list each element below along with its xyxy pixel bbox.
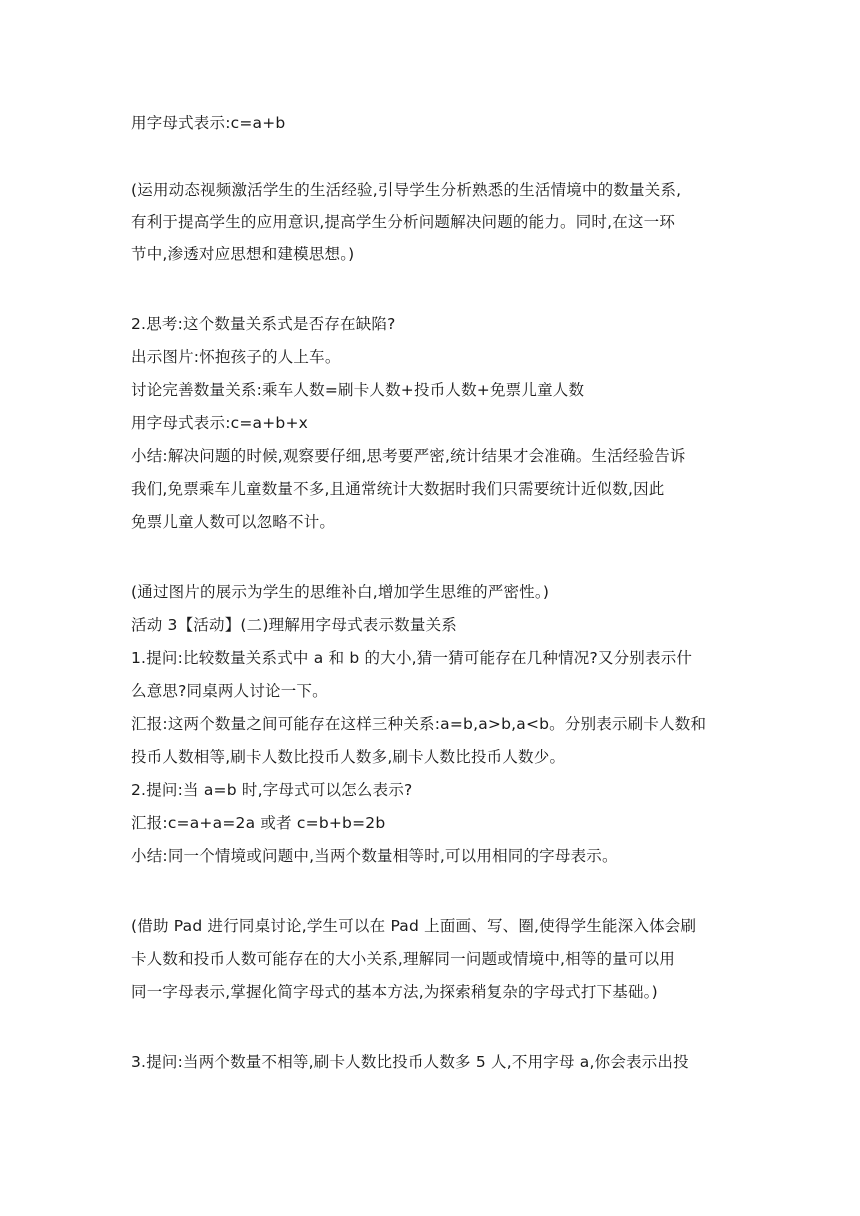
text-line: 1.提问:比较数量关系式中 a 和 b 的大小,猜一猜可能存在几种情况?又分别表示什 xyxy=(131,649,693,667)
text-line: 卡人数和投币人数可能存在的大小关系,理解同一问题或情境中,相等的量可以用 xyxy=(131,950,676,968)
text-line: 有利于提高学生的应用意识,提高学生分析问题解决问题的能力。同时,在这一环 xyxy=(131,213,676,231)
text-line: 2.思考:这个数量关系式是否存在缺陷? xyxy=(131,315,396,333)
text-line: 用字母式表示:c=a+b xyxy=(131,114,286,132)
text-line: 小结:同一个情境或问题中,当两个数量相等时,可以用相同的字母表示。 xyxy=(131,847,618,865)
text-line: 2.提问:当 a=b 时,字母式可以怎么表示? xyxy=(131,781,413,799)
text-line: (通过图片的展示为学生的思维补白,增加学生思维的严密性。) xyxy=(131,583,550,601)
text-line: (借助 Pad 进行同桌讨论,学生可以在 Pad 上面画、写、圈,使得学生能深入体会刷 xyxy=(131,917,697,935)
text-line: 我们,免票乘车儿童数量不多,且通常统计大数据时我们只需要统计近似数,因此 xyxy=(131,480,665,498)
text-line: 小结:解决问题的时候,观察要仔细,思考要严密,统计结果才会准确。生活经验告诉 xyxy=(131,447,686,465)
text-line: 汇报:c=a+a=2a 或者 c=b+b=2b xyxy=(131,814,386,832)
text-line: (运用动态视频激活学生的生活经验,引导学生分析熟悉的生活情境中的数量关系, xyxy=(131,181,682,199)
text-line: 用字母式表示:c=a+b+x xyxy=(131,414,309,432)
text-line: 同一字母表示,掌握化简字母式的基本方法,为探索稍复杂的字母式打下基础。) xyxy=(131,983,658,1001)
section-heading: 活动 3【活动】(二)理解用字母式表示数量关系 xyxy=(131,616,457,634)
text-line: 投币人数相等,刷卡人数比投币人数多,刷卡人数比投币人数少。 xyxy=(131,748,566,766)
text-line: 么意思?同桌两人讨论一下。 xyxy=(131,682,328,700)
text-line: 免票儿童人数可以忽略不计。 xyxy=(131,513,336,531)
text-line: 汇报:这两个数量之间可能存在这样三种关系:a=b,a>b,a<b。分别表示刷卡人数和 xyxy=(131,715,707,733)
text-line: 出示图片:怀抱孩子的人上车。 xyxy=(131,348,341,366)
text-line: 3.提问:当两个数量不相等,刷卡人数比投币人数多 5 人,不用字母 a,你会表示出投 xyxy=(131,1053,689,1071)
text-line: 讨论完善数量关系:乘车人数=刷卡人数+投币人数+免票儿童人数 xyxy=(131,381,585,399)
text-line: 节中,渗透对应思想和建模思想。) xyxy=(131,245,355,263)
